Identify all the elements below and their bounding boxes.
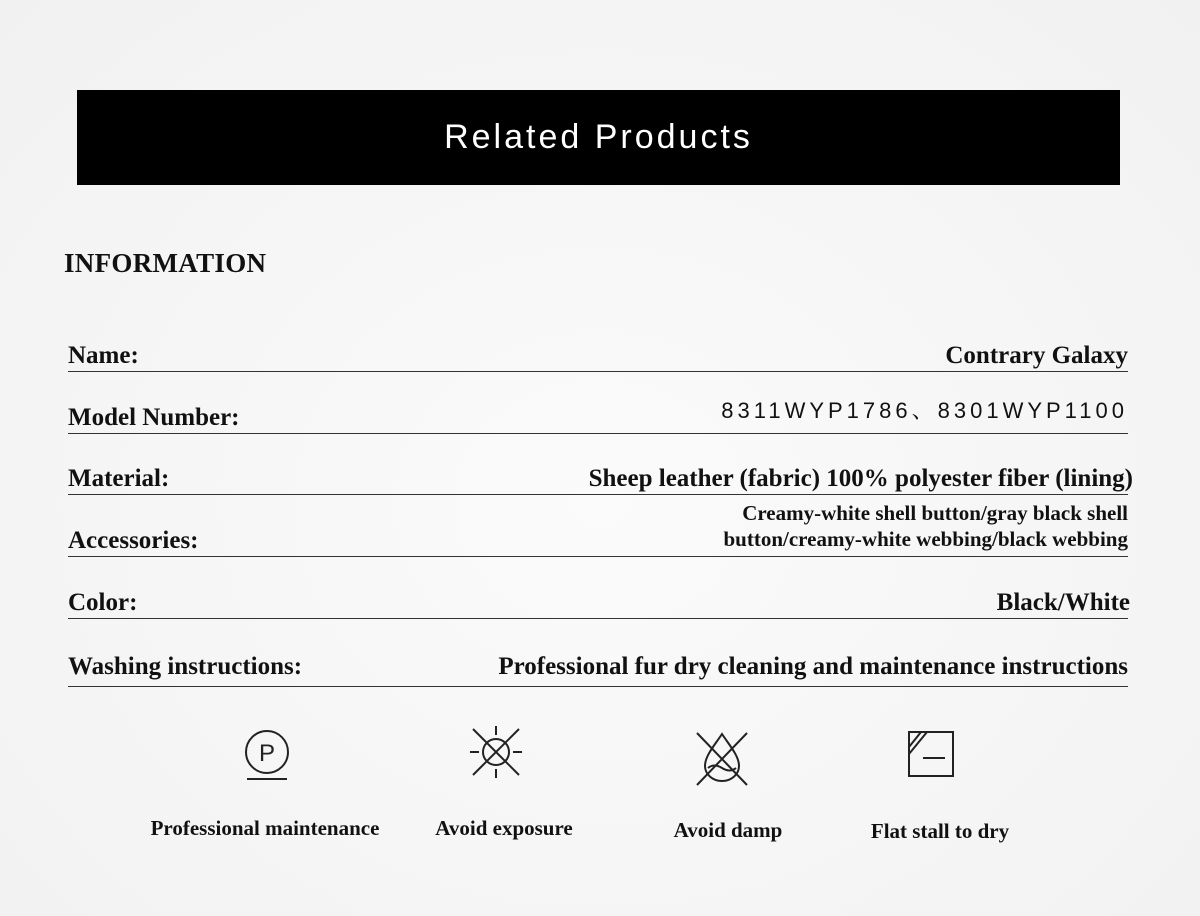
care-label-avoid-damp: Avoid damp [673,818,783,842]
spec-value-washing: Professional fur dry cleaning and maintenance instructions [498,653,1128,680]
spec-row-material [68,455,1133,495]
spec-label-name: Name: [68,342,139,369]
no-sun-icon [466,722,526,782]
spec-row-washing [68,642,1128,687]
accessories-line-1: Creamy-white shell button/gray black shell [742,501,1128,525]
care-label-flat-dry: Flat stall to dry [870,819,1010,843]
flat-dry-icon [905,728,965,788]
accessories-line-2: button/creamy-white webbing/black webbing [723,527,1128,551]
information-heading: INFORMATION [64,248,267,278]
spec-value-material: Sheep leather (fabric) 100% polyester fiber (lining) [588,465,1133,492]
related-products-banner [77,90,1120,185]
spec-row-accessories [68,496,1128,557]
spec-row-color [68,580,1128,619]
svg-text:P: P [258,740,276,767]
no-damp-icon [692,728,752,788]
spec-row-name [68,332,1128,372]
spec-row-model-number [68,393,1128,434]
banner-title: Related Products [444,118,753,156]
spec-value-color: Black/White [996,589,1130,616]
spec-label-washing: Washing instructions: [68,653,303,680]
spec-label-material: Material: [68,465,170,492]
spec-label-accessories: Accessories: [68,527,199,554]
care-label-professional: Professional maintenance [150,816,380,840]
spec-value-name: Contrary Galaxy [945,342,1128,369]
care-label-avoid-exposure: Avoid exposure [435,816,573,840]
spec-label-model-number: Model Number: [68,404,240,431]
spec-value-accessories [648,500,1128,552]
professional-care-icon [237,724,297,784]
spec-value-model-number: 8311WYP1786、8301WYP1100 [721,398,1128,423]
spec-label-color: Color: [68,589,138,616]
